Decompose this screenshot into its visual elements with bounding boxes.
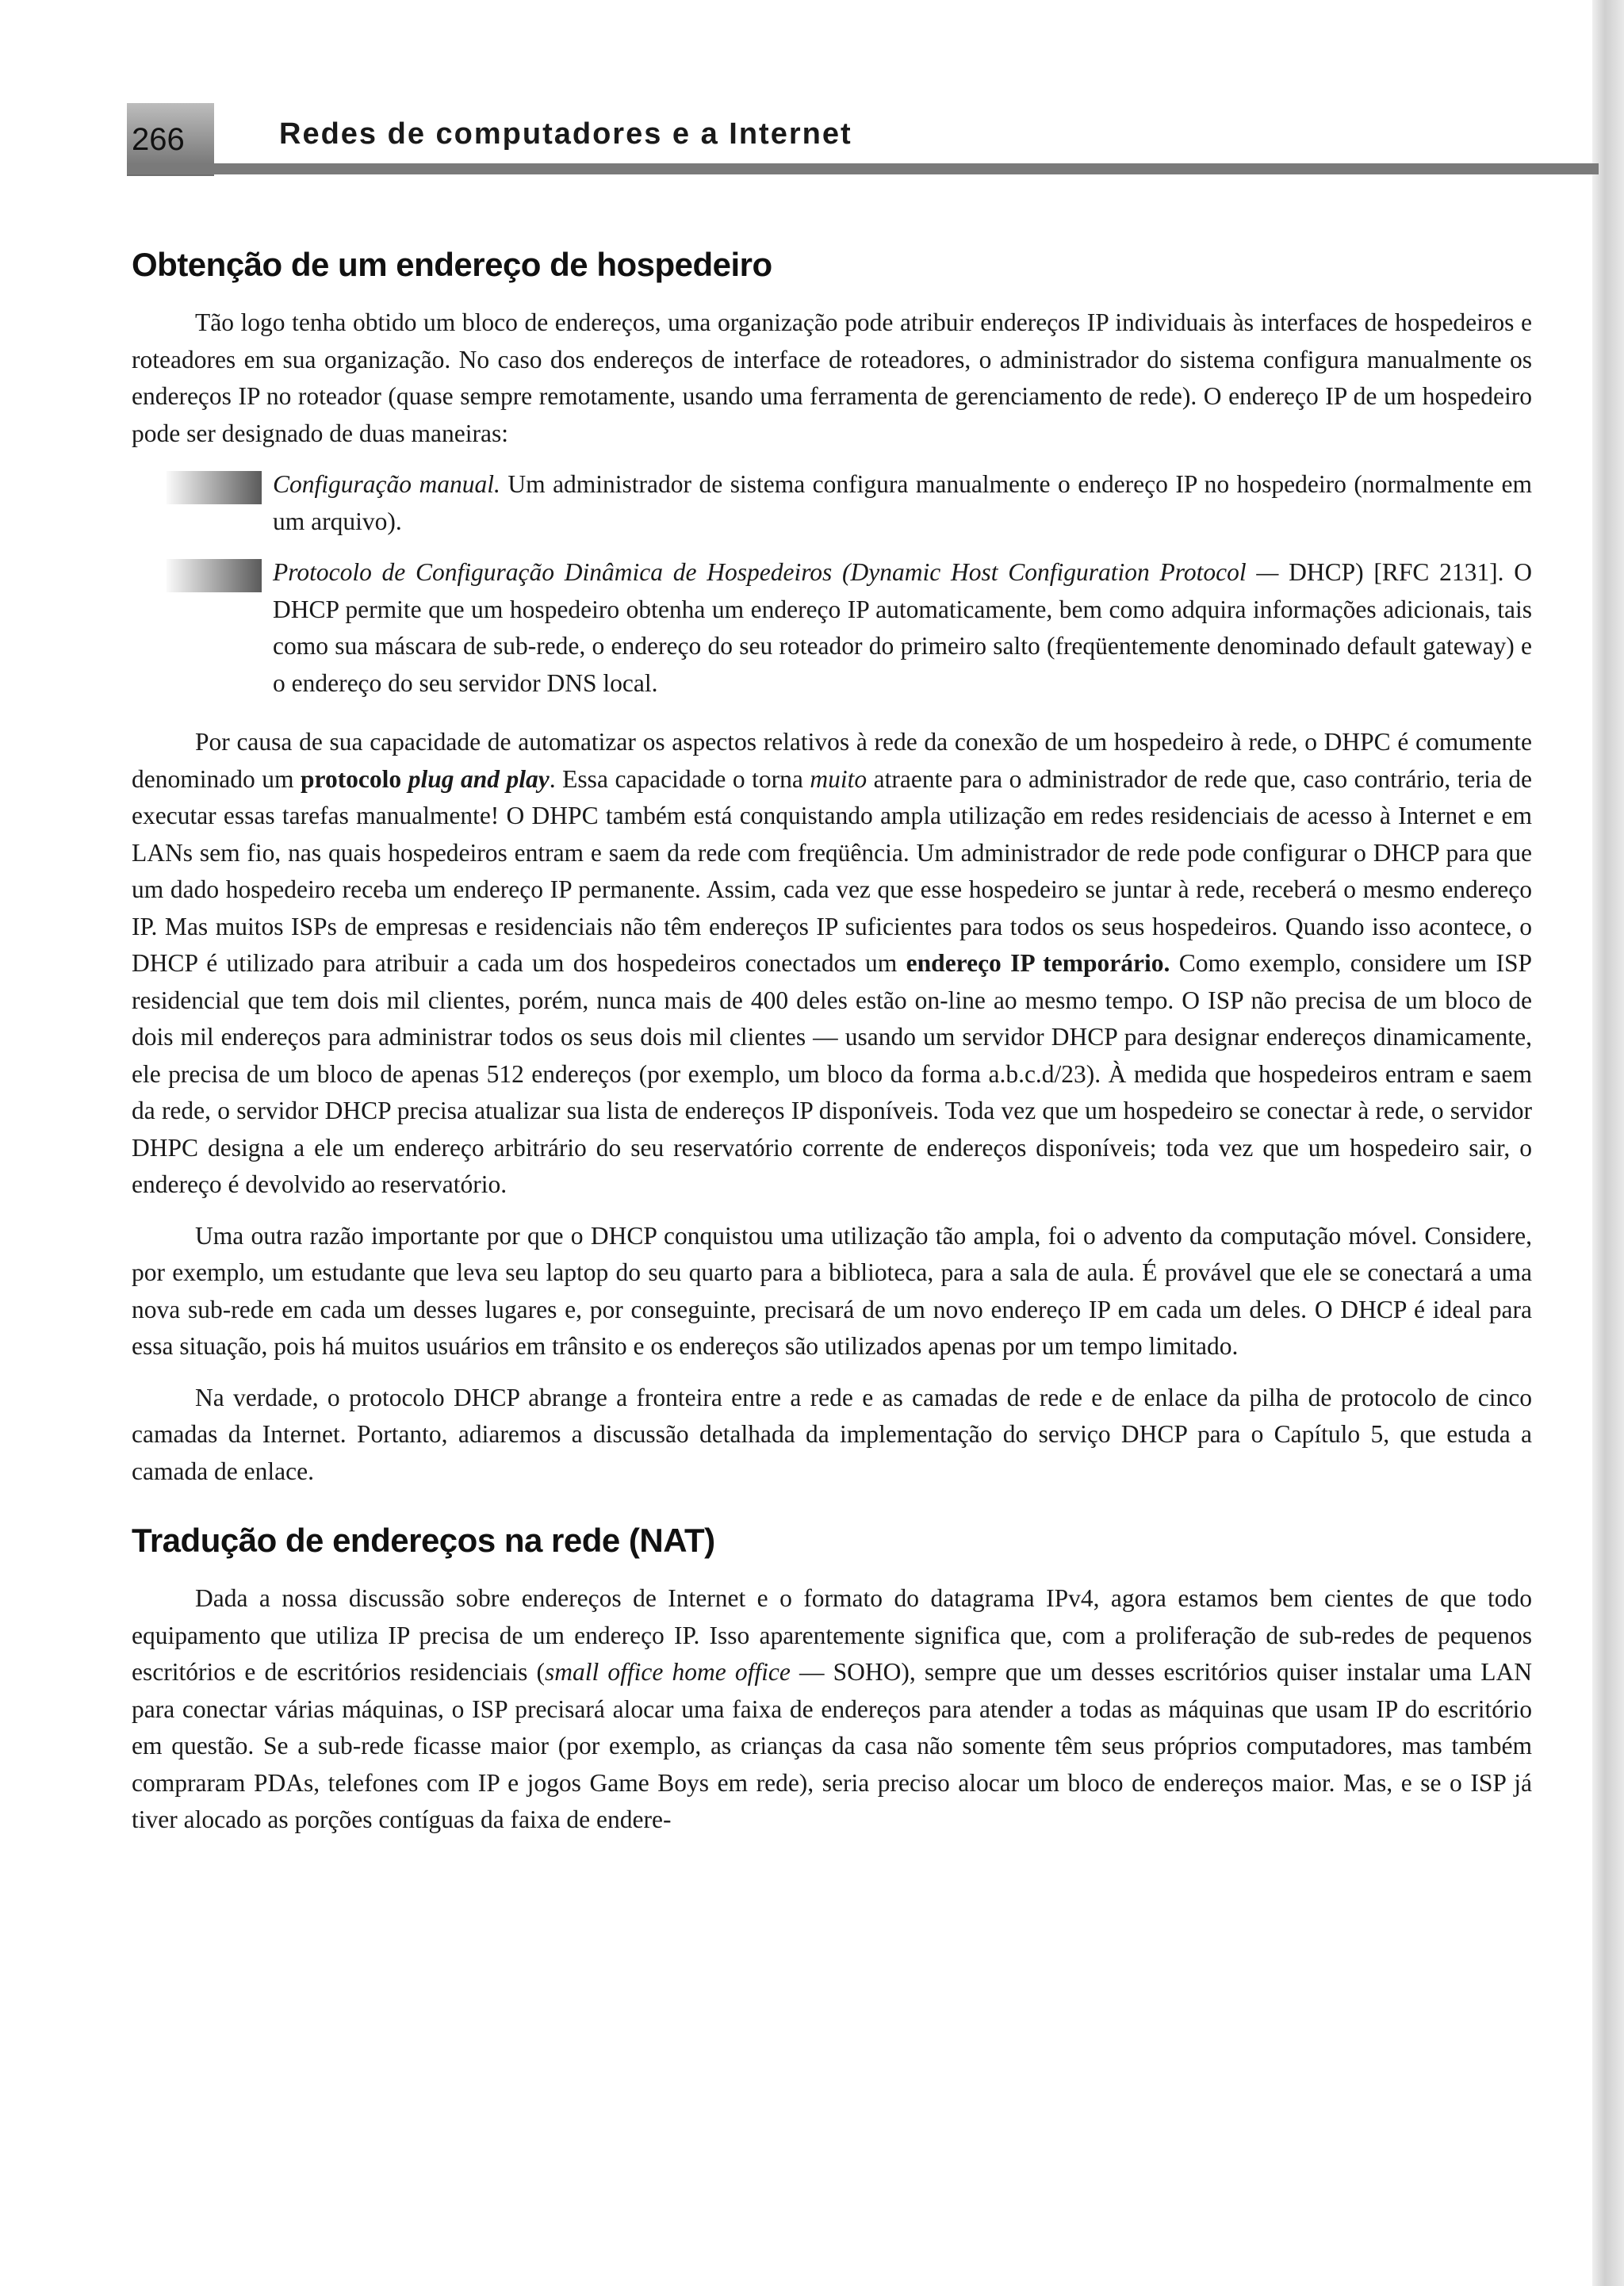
page-content — [132, 214, 1532, 1853]
paragraph: Tão logo tenha obtido um bloco de endereços, uma organização pode atribuir endereços IP individuais às interfaces de hospedeiros e roteadores em sua organização. No caso dos endereços de interface de roteadores, o administrador do sistema configura manualmente os endereços IP no roteador (quase sempre remotamente, usando uma ferramenta de gerenciamento de rede). O endereço IP de um hospedeiro pode ser designado de duas maneiras: — [132, 308, 1532, 447]
italic-term: small office home office — [544, 1658, 791, 1686]
text-run: Como exemplo, considere um ISP residencial que tem dois mil clientes, porém, nunca mais de 400 deles estão on-line ao mesmo tempo. O ISP não precisa de um bloco de dois mil endereços para administrar todos os seus dois mil clientes — usando um servidor DHCP para designar endereços dinamicamente, ele precisa de um bloco de apenas 512 endereços (por exemplo, um bloco da forma a.b.c.d/23). À medida que hospedeiros entram e saem da rede, o servidor DHCP precisa atualizar sua lista de endereços IP disponíveis. Toda vez que um hospedeiro se conectar à rede, o servidor DHPC designa a ele um endereço arbitrário do seu reservatório corrente de endereços disponíveis; toda vez que um hospedeiro sair, o endereço é devolvido ao reservatório. — [132, 949, 1532, 1198]
bullet-body: DHCP) [RFC 2131]. O DHCP permite que um hospedeiro obtenha um endereço IP automaticamente, bem como adquira informações adicionais, tais como sua máscara de sub-rede, o endereço do seu roteador do primeiro salto (freqüentemente denominado default gateway) e o endereço do seu servidor DNS local. — [273, 558, 1532, 697]
bullet-text — [273, 554, 1532, 702]
section-heading-nat: Tradução de endereços na rede (NAT) — [132, 1522, 715, 1559]
paragraph: Uma outra razão importante por que o DHCP conquistou uma utilização tão ampla, foi o advento da computação móvel. Considere, por exemplo, um estudante que leva seu laptop do seu quarto para a biblioteca, para a sala de aula. É provável que ele se conectará a uma nova sub-rede em cada um desses lugares e, por conseguinte, precisará de um novo endereço IP em cada um deles. O DHCP é ideal para essa situação, pois há muitos usuários em trânsito e os endereços são utilizados apenas por um tempo limitado. — [132, 1221, 1532, 1360]
bullet-item — [132, 554, 1532, 702]
text-run: . Essa capacidade o torna — [549, 764, 810, 793]
bold-term: endereço IP temporário. — [906, 949, 1170, 977]
section-heading-host-address: Obtenção de um endereço de hospedeiro — [132, 246, 772, 283]
text-run: Dada a nossa discussão sobre endereços de Internet e o formato do datagrama IPv4, agora estamos bem cientes de que todo equipamento que utiliza IP precisa de um endereço IP. Isso aparentemente significa que, com a proliferação de sub-redes de pequenos escritórios e de escritórios residenciais ( — [132, 1584, 1532, 1686]
bullet-body: Um administrador de sistema configura manualmente o endereço IP no hospedeiro (normalmente em um arquivo). — [273, 470, 1532, 535]
paragraph — [132, 1580, 1532, 1839]
bullet-list — [132, 466, 1532, 702]
text-run: Por causa de sua capacidade de automatizar os aspectos relativos à rede da conexão de um hospedeiro à rede, o DHPC é comumente denominado um — [132, 728, 1532, 793]
bullet-term: Protocolo de Configuração Dinâmica de Hospedeiros (Dynamic Host Configuration Protocol — — [273, 558, 1279, 586]
bullet-item — [132, 466, 1532, 540]
text-run: protocolo — [301, 764, 408, 793]
bullet-text — [273, 466, 1532, 540]
page-number: 266 — [127, 103, 214, 176]
bold-italic-term: plug and play — [408, 764, 550, 793]
bullet-term: Configuração manual. — [273, 470, 500, 498]
header-rule — [127, 163, 1599, 174]
text-run: — SOHO), sempre que um desses escritórios quiser instalar uma LAN para conectar várias máquinas, o ISP precisará alocar uma faixa de endereços para atender a todas as máquinas que usam IP do escritório em questão. Se a sub-rede ficasse maior (por exemplo, as crianças da casa não somente têm seus próprios computadores, mas também compraram PDAs, telefones com IP e jogos Game Boys em rede), seria preciso alocar um bloco de endereços maior. Mas, e se o ISP já tiver alocado as porções contíguas da faixa de endere- — [132, 1658, 1532, 1833]
text-run: atraente para o administrador de rede que, caso contrário, teria de executar essas tarefas manualmente! O DHPC também está conquistando ampla utilização em redes residenciais de acesso à Internet e em LANs sem fio, nas quais hospedeiros entram e saem da rede com freqüência. Um administrador de rede pode configurar o DHCP para que um dado hospedeiro receba um endereço IP permanente. Assim, cada vez que esse hospedeiro se juntar à rede, receberá o mesmo endereço IP. Mas muitos ISPs de empresas e residenciais não têm endereços IP suficientes para todos os seus hospedeiros. Quando isso acontece, o DHCP é utilizado para atribuir a cada um dos hospedeiros conectados um — [132, 764, 1532, 977]
paragraph: Na verdade, o protocolo DHCP abrange a fronteira entre a rede e as camadas de rede e de enlace da pilha de protocolo de cinco camadas da Internet. Portanto, adiaremos a discussão detalhada da implementação do serviço DHCP para o Capítulo 5, que estuda a camada de enlace. — [132, 1383, 1532, 1485]
running-title: Redes de computadores e a Internet — [279, 117, 852, 151]
italic-term: muito — [810, 764, 868, 793]
page-edge-shadow — [1592, 0, 1624, 2286]
bullet-marker — [167, 471, 262, 504]
bold-term — [301, 765, 550, 793]
paragraph — [132, 724, 1532, 1204]
bullet-marker — [167, 559, 262, 592]
